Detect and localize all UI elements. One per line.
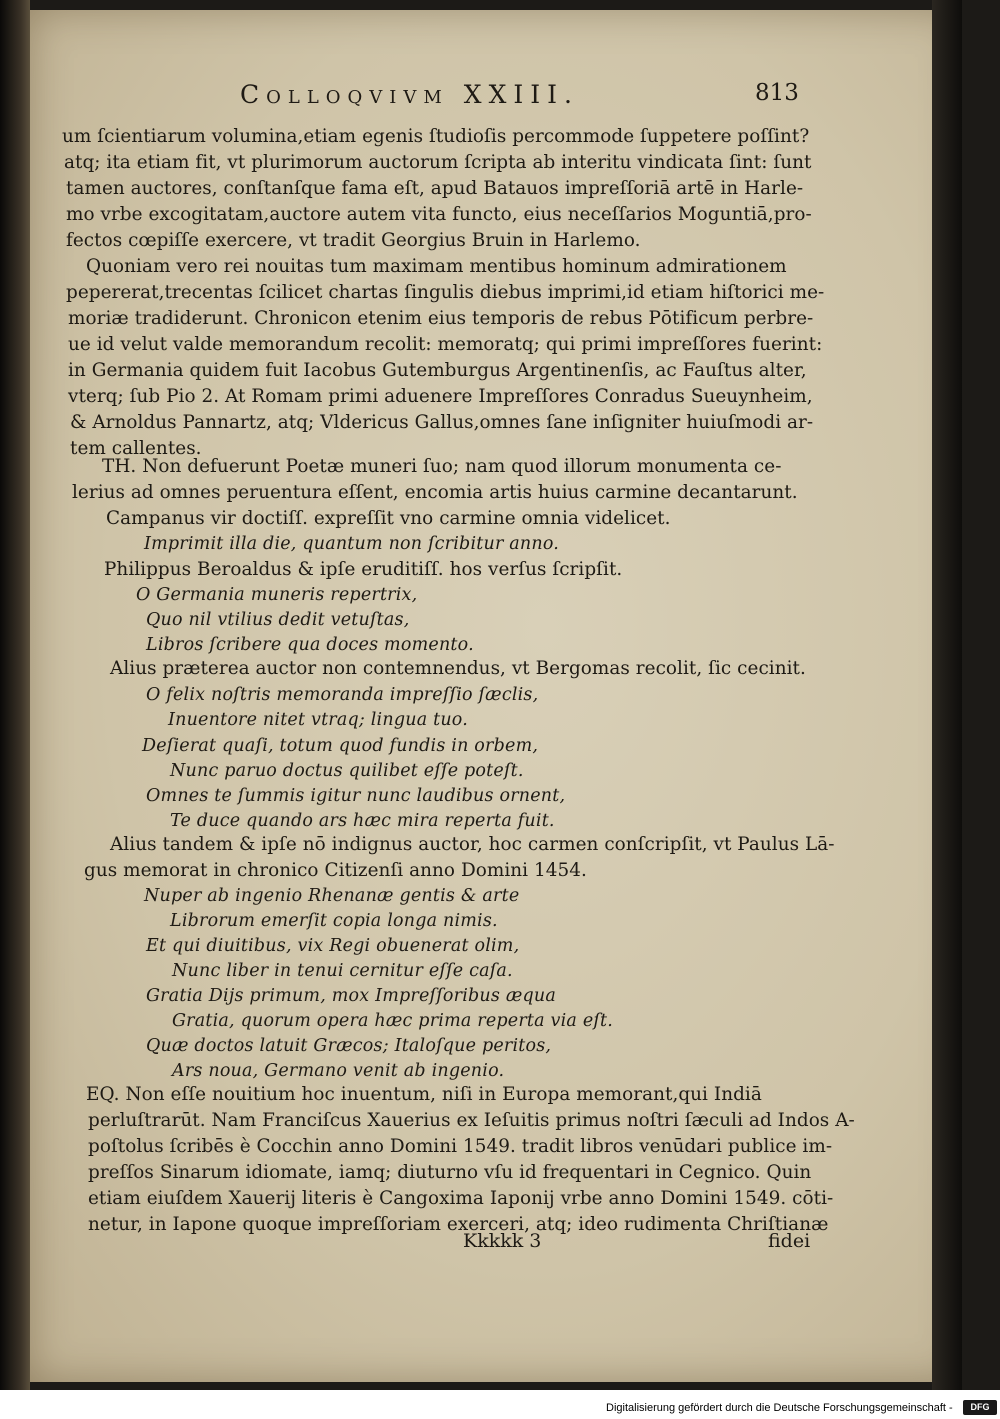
text-line: perluſtrarūt. Nam Franciſcus Xauerius ex Ieſuitis primus noſtri ſæculi ad Indos A- [88, 1110, 855, 1131]
funding-notice: Digitalisierung gefördert durch die Deutsche Forschungsgemeinschaft - [606, 1402, 953, 1414]
book-page [30, 10, 962, 1382]
verse-line: Imprimit illa die, quantum non ſcribitur anno. [144, 534, 560, 554]
signature-mark: Kkkkk 3 [463, 1230, 542, 1252]
text-line: um ſcientiarum volumina,etiam egenis ſtudioſis percommode ſuppetere poſſint? [62, 126, 810, 147]
text-line: Philippus Beroaldus & ipſe eruditiſſ. hos verſus ſcripſit. [104, 559, 623, 580]
text-line: atq; ita etiam fit, vt plurimorum auctorum ſcripta ab interitu vindicata ſint: ſunt [64, 152, 812, 173]
text-line: ue id velut valde memorandum recolit: memoratq; qui primi impreſſores fuerint: [68, 334, 823, 355]
verse-line: Quo nil vtilius dedit vetuſtas, [146, 610, 410, 630]
verse-line: O Germania muneris repertrix, [136, 585, 418, 605]
running-header: Colloqvivm XXIII. [240, 80, 579, 109]
text-line: vterq; ſub Pio 2. At Romam primi aduenere Impreſſores Conradus Sueuynheim, [68, 386, 813, 407]
verse-line: Gratia Dijs primum, mox Impreſſoribus æqua [146, 986, 556, 1006]
text-line: netur, in Iapone quoque impreſſoriam exerceri, atq; ideo rudimenta Chriſtianæ [88, 1214, 829, 1235]
verse-line: Quæ doctos latuit Græcos; Italoſque peritos, [146, 1036, 552, 1056]
text-line: tem callentes. [70, 438, 202, 459]
text-line: moriæ tradiderunt. Chronicon etenim eius temporis de rebus Pōtificum perbre- [68, 308, 814, 329]
verse-line: Omnes te ſummis igitur nunc laudibus ornent, [146, 786, 566, 806]
text-line: Campanus vir doctiſſ. expreſſit vno carmine omnia videlicet. [106, 508, 671, 529]
verse-line: Ars noua, Germano venit ab ingenio. [172, 1061, 505, 1081]
page-number: 813 [755, 80, 799, 106]
verse-line: Deſierat quaſi, totum quod fundis in orbem, [142, 736, 539, 756]
verse-line: Et qui diuitibus, vix Regi obuenerat olim, [146, 936, 520, 956]
text-line: fectos cœpiſſe exercere, vt tradit Georgius Bruin in Harlemo. [66, 230, 641, 251]
text-line: Quoniam vero rei nouitas tum maximam mentibus hominum admirationem [86, 256, 787, 277]
text-line: etiam eiuſdem Xauerij literis è Cangoxima Iaponij vrbe anno Domini 1549. cōti- [88, 1188, 834, 1209]
text-line: preſſos Sinarum idiomate, iamq; diuturno vſu id frequentari in Cegnico. Quin [88, 1162, 812, 1183]
text-line: Alius tandem & ipſe nō indignus auctor, hoc carmen conſcripſit, vt Paulus Lā- [110, 834, 835, 855]
catchword: fidei [768, 1230, 811, 1252]
text-line: pepererat,trecentas ſcilicet chartas ſingulis diebus imprimi,id etiam hiſtorici me- [66, 282, 825, 303]
text-line: gus memorat in chronico Citizenſi anno Domini 1454. [84, 860, 587, 881]
verse-line: Librorum emerſit copia longa nimis. [170, 911, 498, 931]
verse-line: O felix noſtris memoranda impreſſio ſæclis, [146, 685, 539, 705]
text-line: EQ. Non eſſe nouitium hoc inuentum, niſi in Europa memorant,qui Indiā [86, 1084, 762, 1105]
verse-line: Inuentore nitet vtraq; lingua tuo. [168, 710, 468, 730]
verse-line: Nuper ab ingenio Rhenanæ gentis & arte [144, 886, 520, 906]
page-edge-shadow [932, 0, 962, 1390]
verse-line: Nunc liber in tenui cernitur eſſe caſa. [172, 961, 513, 981]
text-line: in Germania quidem fuit Iacobus Gutemburgus Argentinenſis, ac Fauſtus alter, [68, 360, 807, 381]
text-line: & Arnoldus Pannartz, atq; Vldericus Gallus,omnes ſane inſigniter huiuſmodi ar- [70, 412, 814, 433]
text-line: TH. Non defuerunt Poetæ muneri ſuo; nam quod illorum monumenta ce- [102, 456, 782, 477]
book-spine [0, 0, 30, 1390]
verse-line: Gratia, quorum opera hæc prima reperta via eſt. [172, 1011, 614, 1031]
page-text [30, 10, 962, 1382]
verse-line: Libros ſcribere qua doces momento. [146, 635, 474, 655]
text-line: poſtolus ſcribēs è Cocchin anno Domini 1549. tradit libros venūdari publice im- [88, 1136, 833, 1157]
verse-line: Nunc paruo doctus quilibet eſſe poteſt. [170, 761, 524, 781]
text-line: Alius præterea auctor non contemnendus, vt Bergomas recolit, ſic cecinit. [110, 658, 806, 679]
text-line: lerius ad omnes peruentura eſſent, encomia artis huius carmine decantarunt. [72, 482, 798, 503]
dfg-logo: DFG [963, 1400, 997, 1415]
text-line: mo vrbe excogitatam,auctore autem vita functo, eius neceſſarios Moguntiā,pro- [66, 204, 812, 225]
verse-line: Te duce quando ars hæc mira reperta fuit. [170, 811, 555, 831]
text-line: tamen auctores, conſtanſque fama eſt, apud Batauos impreſſoriā artē in Harle- [66, 178, 804, 199]
